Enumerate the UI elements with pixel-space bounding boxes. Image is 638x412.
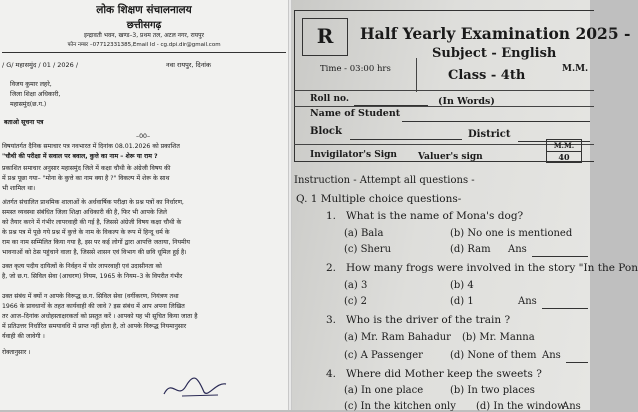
option: (c) Sheru	[344, 244, 392, 255]
letter-line: में प्रतिउत्तर निर्धारित समयावधि में प्राप्त नहीं होता है, तो आपके विरूद्ध नियमानुसार	[2, 323, 187, 330]
answer-label: Ans	[542, 350, 561, 361]
letter-line: जिला शिक्षा अधिकारी,	[10, 91, 61, 98]
letter-line: र्यवाही की जावेगी ।	[2, 333, 45, 340]
letter-line: समस्त व्यवस्था संबंधित जिला शिक्षा अधिकारी की है, फिर भी आपके जिले	[2, 209, 167, 216]
letter-line: भी शामिल था।	[2, 185, 36, 192]
letter-address: इन्द्रावती भवन, खण्ड–3, प्रथम तल, अटल नगर, रायपुर	[83, 32, 204, 39]
option: (c) In the kitchen only	[344, 401, 456, 412]
letter-line: अंतर्गत संचालित प्राथमिक शालाओं के अर्धवार्षिक परीक्षा के प्रश्न पत्रों का निर्धारण,	[2, 199, 184, 206]
marks-box-label: M.M.	[553, 141, 575, 150]
instruction-text: Instruction - Attempt all questions -	[294, 175, 475, 186]
question-number: 3.	[326, 314, 337, 326]
letter-line: उक्त संबंध में क्यों न आपके विरूद्ध छ.ग. सिविल सेवा (वर्गीकरण, नियंत्रण तथा	[2, 293, 179, 300]
letter-line: के प्रश्न पत्र में पूछे गये प्रश्न में कुत्ते के नाम के विकल्प के रूप में हिन्दू धर्म के	[2, 229, 170, 236]
exam-subject: Subject - English	[432, 46, 557, 61]
letter-line: रोक्तानुसार ।	[2, 349, 31, 356]
letter-line-headline: "चौथी की परीक्षा में सवाल पर बवाल, कुत्ते का नाम – शेरू या राम ?	[2, 153, 158, 160]
letter-header-title: लोक शिक्षण संचालनालय	[96, 4, 192, 16]
option: (a) Bala	[344, 228, 384, 239]
district-label: District	[468, 129, 511, 140]
answer-field[interactable]	[532, 256, 588, 257]
header-rule	[294, 106, 594, 107]
answer-label: Ans	[518, 296, 537, 307]
option: (b) 4	[450, 280, 474, 291]
option: (b) Mr. Manna	[462, 332, 535, 343]
option: (b) No one is mentioned	[450, 228, 573, 239]
notice-letter	[0, 0, 288, 410]
option: (d) None of them	[450, 350, 537, 361]
letter-line: उक्त कृत्य पदीय दायित्वों के निर्वहन में घोर लापरवाही एवं उदासीनता को	[2, 263, 162, 270]
max-marks-value: 40	[558, 152, 570, 162]
option: (a) 3	[344, 280, 368, 291]
letter-reference-number: / G/ महासमुंद / 01 / 2026 /	[2, 61, 79, 69]
question-text: What is the name of Mona's dog?	[346, 210, 524, 222]
section-title: Q. 1 Multiple choice questions-	[296, 193, 462, 205]
letter-header-state: छत्तीसगढ़	[126, 20, 162, 31]
student-name-field[interactable]	[402, 121, 590, 122]
letter-contact: फोन नम्बर –07712331385,Email Id - cg.dpi.dir@gmail.com	[67, 42, 221, 48]
letter-line: 1966 के प्रावधानों के तहत कार्यवाही की जावे ? इस संबंध में आप अपना लिखित	[2, 303, 185, 310]
letter-line: में प्रश्न पूछा गया– "मोना के कुत्ते का नाम क्या है ?" विकल्प में शेरू के साथ	[2, 175, 170, 182]
option: (c) 2	[344, 296, 367, 307]
option: (d) 1	[450, 296, 474, 307]
question-text: Who is the driver of the train ?	[346, 314, 511, 326]
exam-time: Time - 03:00 hrs	[320, 64, 391, 74]
student-name-label: Name of Student	[310, 108, 401, 119]
letter-line: को तैयार करने में गंभीर लापरवाही की गई है, जिससे अंग्रेजी विषय कक्षा चौथी के	[2, 219, 182, 226]
answer-label: Ans	[508, 244, 527, 255]
letter-header-rule	[2, 52, 286, 53]
letter-subject: बताओ सूचना पत्र	[4, 119, 44, 126]
question-number: 2.	[326, 262, 337, 274]
question-number: 1.	[326, 210, 337, 222]
question-number: 4.	[326, 368, 337, 380]
exam-heading: Half Yearly Examination 2025 -	[360, 24, 631, 43]
option: (d) Ram	[450, 244, 491, 255]
series-box: R	[302, 18, 348, 56]
letter-line: महासमुंद(छ.ग.)	[10, 101, 47, 108]
max-marks-label: M.M.	[562, 64, 589, 74]
option: (a) Mr. Ram Bahadur	[344, 332, 451, 343]
question-text: How many frogs were involved in the story "In the Pon	[346, 262, 638, 274]
option: (c) A Passenger	[344, 350, 423, 361]
question-text: Where did Mother keep the sweets ?	[346, 368, 542, 380]
roll-no-label: Roll no.	[310, 94, 349, 104]
handwritten-signature	[160, 374, 230, 402]
letter-line: तर आज–दिनांक अधोहस्ताक्षरकर्ता को प्रस्तुत करें । आपको यह भी सूचित किया जाता है	[2, 313, 198, 320]
in-words-label: (In Words)	[438, 96, 495, 107]
answer-field[interactable]	[566, 362, 588, 363]
answer-label: Ans	[562, 401, 581, 412]
block-field[interactable]	[350, 139, 462, 140]
answer-field[interactable]	[542, 308, 588, 309]
valuer-sign-label: Valuer's sign	[418, 152, 483, 162]
option: (d) In the window	[476, 401, 566, 412]
letter-line: प्रकाशित समाचार अनुसार महासमुंद जिले में कक्षा चौथी के अंग्रेजी विषय की	[2, 165, 171, 172]
exam-paper	[292, 0, 638, 412]
letter-separator: –00–	[136, 133, 151, 140]
invigilator-sign-label: Invigilator's Sign	[310, 150, 397, 160]
letter-line: विजय कुमार लहरे,	[10, 81, 52, 88]
letter-place-date: नवा रायपुर, दिनांक	[166, 61, 211, 69]
block-label: Block	[310, 126, 342, 137]
letter-line: भावनाओं को ठेस पहुंचाने वाला है, जिससे शासन एवं विभाग की छवि धूमिल हुई है।	[2, 249, 187, 256]
exam-class: Class - 4th	[448, 68, 526, 83]
marks-box	[546, 139, 582, 163]
letter-line: विषयांतर्गत दैनिक समाचार पत्र नवभारत में दिनांक 08.01.2026 को प्रकाशित	[2, 143, 180, 150]
letter-line: है, जो छ.ग. सिविल सेवा (आचरण) नियम, 1965 के नियम–3 के विपरीत गंभीर	[2, 273, 183, 280]
option: (b) In two places	[450, 385, 535, 396]
option: (a) In one place	[344, 385, 424, 396]
header-rule	[294, 90, 594, 91]
header-divider	[416, 58, 417, 92]
letter-line: राम का नाम सम्मिलित किया गया है, इस पर कई लोगों द्वारा आपत्ति जताया, नियमीय	[2, 239, 190, 246]
